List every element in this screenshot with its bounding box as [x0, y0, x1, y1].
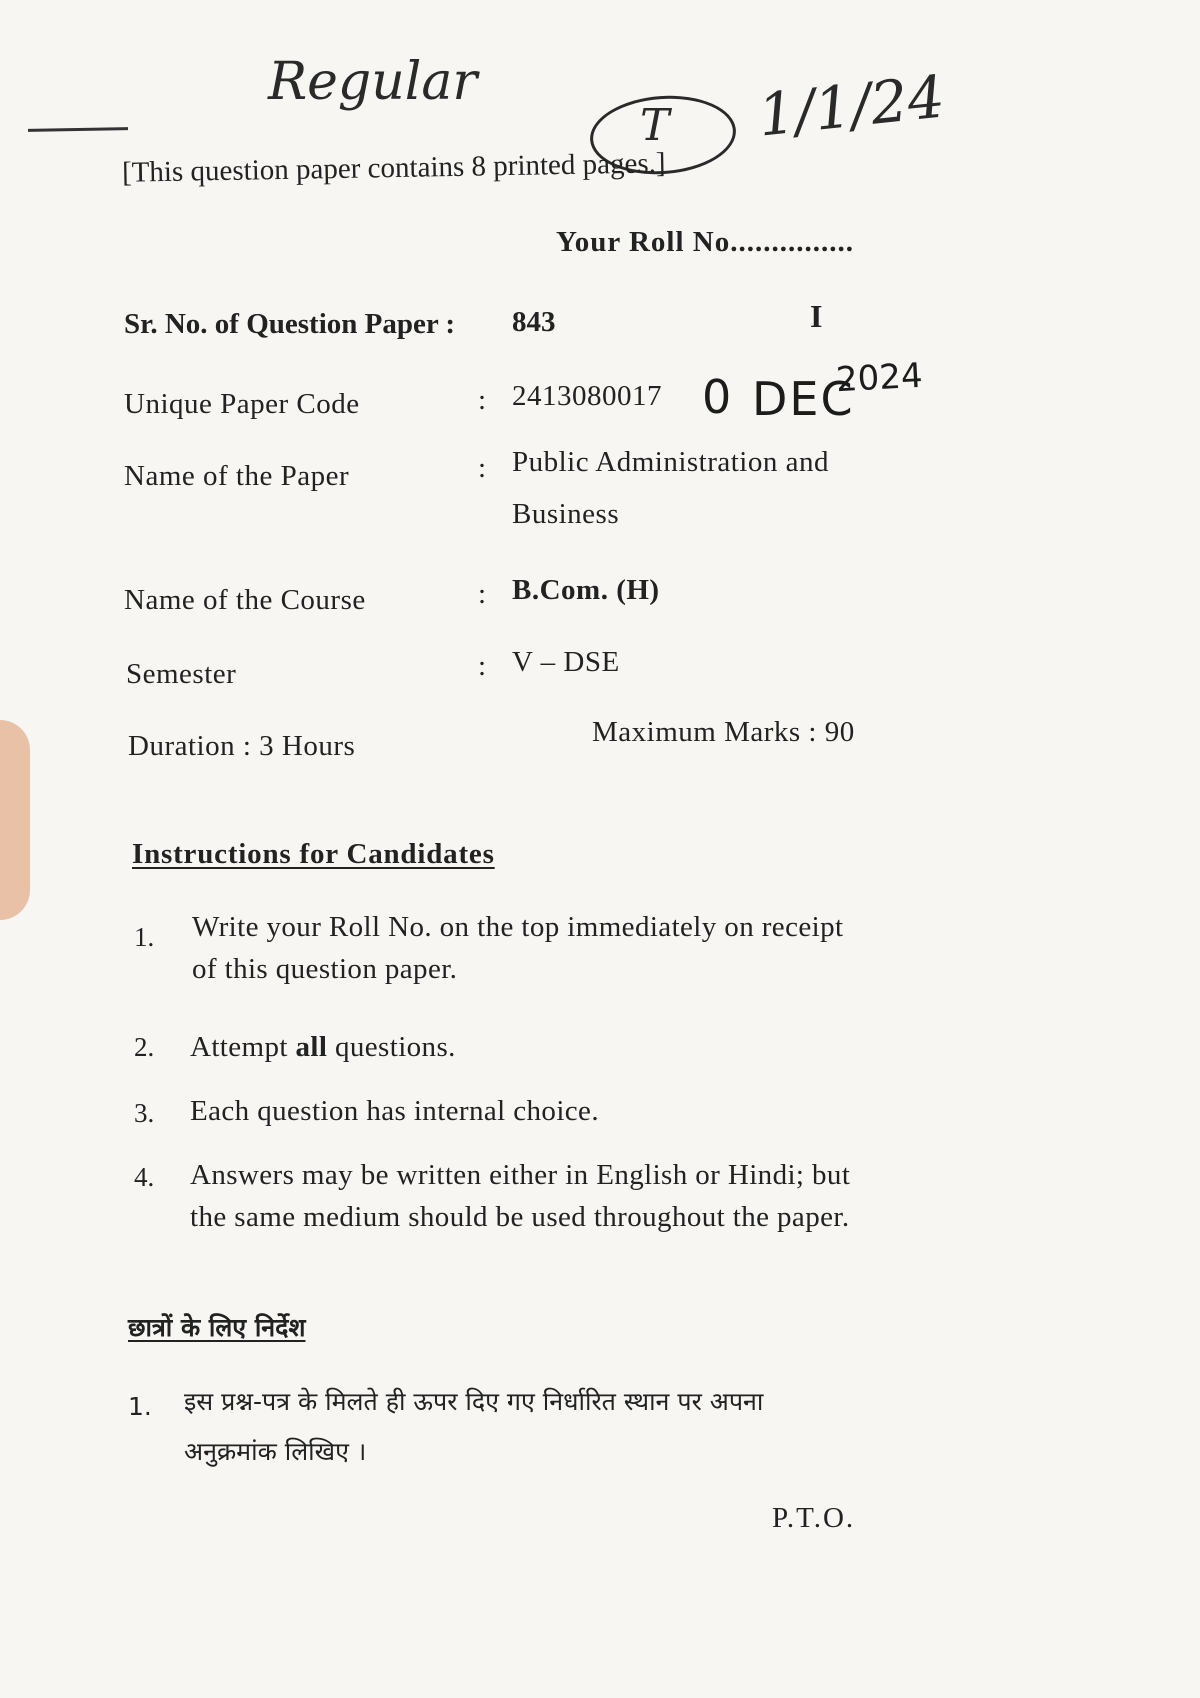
semester-label: Semester: [126, 658, 237, 690]
paper-name-value-line2: Business: [512, 498, 620, 530]
sr-no-label: Sr. No. of Question Paper :: [124, 308, 456, 340]
hindi-instruction-1-num: 1.: [128, 1392, 152, 1421]
thumb-shadow: [0, 720, 30, 920]
pto: P.T.O.: [772, 1502, 856, 1534]
instruction-3-num: 3.: [134, 1098, 155, 1128]
course-value: B.Com. (H): [512, 574, 660, 606]
handwritten-date: 1/1/24: [754, 62, 948, 150]
set-letter: I: [810, 298, 823, 334]
date-stamp-day: 0: [702, 370, 734, 424]
duration: Duration : 3 Hours: [128, 730, 356, 762]
instruction-4-num: 4.: [134, 1162, 155, 1192]
semester-colon: :: [478, 650, 487, 682]
instruction-3-text: Each question has internal choice.: [190, 1095, 599, 1127]
semester-value: V – DSE: [512, 646, 620, 678]
instruction-1-num: 1.: [134, 922, 155, 952]
hindi-instructions-heading: छात्रों के लिए निर्देश: [128, 1313, 306, 1342]
instruction-2-num: 2.: [134, 1032, 155, 1062]
pages-note: [This question paper contains 8 printed pages.]: [121, 147, 666, 189]
handwritten-dash: [28, 127, 128, 132]
paper-name-value-line1: Public Administration and: [512, 446, 829, 478]
sr-no-value: 843: [512, 306, 556, 338]
date-stamp-month: DEC: [752, 372, 855, 426]
paper-name-colon: :: [478, 452, 487, 484]
upc-value: 2413080017: [512, 380, 662, 412]
upc-label: Unique Paper Code: [124, 388, 360, 420]
hindi-instruction-1-line2: अनुक्रमांक लिखिए ।: [184, 1437, 367, 1466]
instruction-4-text: Answers may be written either in English or Hindi; but the same medium should be used throughout the paper.: [190, 1159, 851, 1233]
course-label: Name of the Course: [124, 584, 366, 616]
roll-no: Your Roll No...............: [556, 226, 854, 258]
paper-name-label: Name of the Paper: [124, 460, 350, 492]
upc-colon: :: [478, 384, 487, 416]
handwritten-regular: Regular: [268, 52, 478, 112]
instruction-2-text: Attempt all questions.: [190, 1031, 456, 1063]
instructions-heading: Instructions for Candidates: [132, 838, 495, 870]
hindi-instruction-1-line1: इस प्रश्न-पत्र के मिलते ही ऊपर दिए गए निर्धारित स्थान पर अपना: [184, 1387, 764, 1416]
date-stamp-year: 2024: [835, 355, 924, 401]
instruction-1-text: Write your Roll No. on the top immediately on receipt of this question paper.: [192, 911, 844, 985]
max-marks: Maximum Marks : 90: [592, 716, 855, 748]
course-colon: :: [478, 578, 487, 610]
handwritten-circle-letter: T: [640, 100, 670, 151]
